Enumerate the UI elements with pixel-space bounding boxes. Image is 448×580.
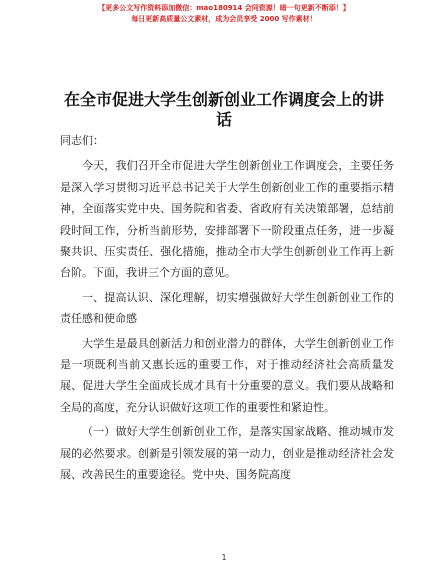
promo-line-2: 每日更新高质量公文素材，成为会员享受 2000 写作素材！ (131, 15, 317, 23)
section-heading-1: 一、提高认识、深化理解，切实增强做好大学生创新创业工作的责任感和使命感 (60, 290, 394, 326)
document-title: 在全市促进大学生创新创业工作调度会上的讲话 (63, 90, 384, 129)
paragraph-2: （一）做好大学生创新创业工作，是落实国家战略、推动城市发展的必然要求。创新是引领发展的第一动力，创业是推动经济社会发展、改善民生的重要途径。党中央、国务院高度 (60, 425, 394, 482)
promo-line-1: 【更多公文写作资料添加微信：mao180914 会同资源！暗一句更新不断添！】 (98, 4, 350, 12)
paragraph-intro: 今天，我们召开全市促进大学生创新创业工作调度会，主要任务是深入学习贯彻习近平总书记关于大学生创新创业工作的重要指示精神，全面落实党中央、国务院和省委、省政府有关决策部署，总结前段时间工作，分析当前形势，安排部署下一阶段重点任务，进一步凝聚共识、压实责任、强化措施，推动全市大学生创新创业工作再上新台阶。下面，我讲三个方面的意见。 (60, 159, 394, 280)
promo-banner (0, 3, 448, 25)
document-body (60, 130, 394, 489)
paragraph-1: 大学生是最具创新活力和创业潜力的群体，大学生创新创业工作是一项既利当前又惠长远的重要工作，对于推动经济社会高质量发展、促进大学生全面成长成才具有十分重要的意义。我们要从战略和全局的高度，充分认识做好这项工作的重要性和紧迫性。 (60, 336, 394, 414)
salutation: 同志们： (60, 134, 104, 147)
page-number: 1 (221, 553, 227, 562)
